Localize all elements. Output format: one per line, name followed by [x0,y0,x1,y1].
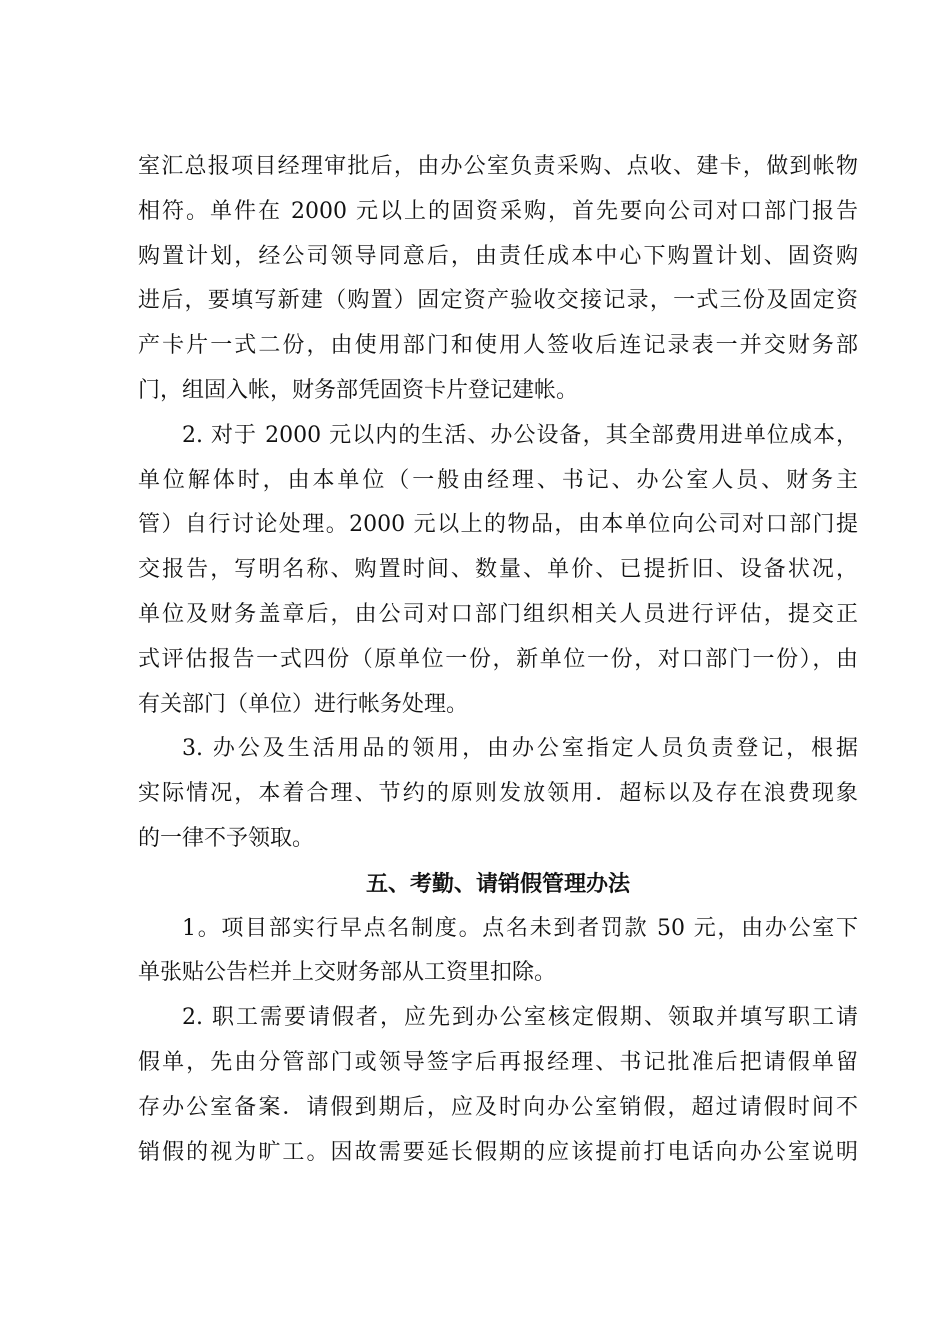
text-line: 1。项目部实行早点名制度。点名未到者罚款 50 元，由办公室下 [182,915,858,941]
text-line: 购置计划，经公司领导同意后，由责任成本中心下购置计划、固资购 [138,243,858,269]
text-line: 存办公室备案．请假到期后，应及时向办公室销假，超过请假时间不 [138,1094,858,1120]
text-line: 单位解体时，由本单位（一般由经理、书记、办公室人员、财务主 [138,467,858,493]
text-line: 门，组固入帐，财务部凭固资卡片登记建帐。 [138,377,579,403]
text-line: 有关部门（单位）进行帐务处理。 [138,691,469,717]
paragraph-fixed-asset-purchase [138,145,858,414]
text-line: 管）自行讨论处理。2000 元以上的物品，由本单位向公司对口部门提 [138,512,858,538]
text-line: 实际情况，本着合理、节约的原则发放领用．超标以及存在浪费现象 [138,781,858,807]
text-line: 单位及财务盖章后，由公司对口部门组织相关人员进行评估，提交正 [138,601,858,627]
text-line: 进后，要填写新建（购置）固定资产验收交接记录，一式三份及固定资 [138,288,858,314]
document-body [138,145,858,1175]
paragraph-attendance-1 [138,907,858,997]
section-heading: 五、考勤、请销假管理办法 [365,870,630,897]
text-line: 相符。单件在 2000 元以上的固资采购，首先要向公司对口部门报告 [138,198,858,224]
text-line: 2. 职工需要请假者，应先到办公室核定假期、领取并填写职工请 [182,1005,858,1031]
paragraph-item-2 [138,414,858,728]
text-line: 销假的视为旷工。因故需要延长假期的应该提前打电话向办公室说明 [138,1139,858,1165]
text-line: 假单，先由分管部门或领导签字后再报经理、书记批准后把请假单留 [138,1049,858,1075]
text-line: 式评估报告一式四份（原单位一份，新单位一份，对口部门一份），由 [138,646,858,672]
text-line: 交报告，写明名称、购置时间、数量、单价、已提折旧、设备状况， [138,557,858,583]
text-line: 室汇总报项目经理审批后，由办公室负责采购、点收、建卡，做到帐物 [138,154,858,179]
text-line: 单张贴公告栏并上交财务部从工资里扣除。 [138,960,557,986]
paragraph-attendance-2 [138,996,858,1175]
text-line: 3. 办公及生活用品的领用，由办公室指定人员负责登记，根据 [182,736,858,762]
text-line: 产卡片一式二份，由使用部门和使用人签收后连记录表一并交财务部 [138,333,858,359]
text-line: 2. 对于 2000 元以内的生活、办公设备，其全部费用进单位成本， [182,422,858,448]
text-line: 的一律不予领取。 [138,825,315,851]
paragraph-item-3 [138,727,858,861]
